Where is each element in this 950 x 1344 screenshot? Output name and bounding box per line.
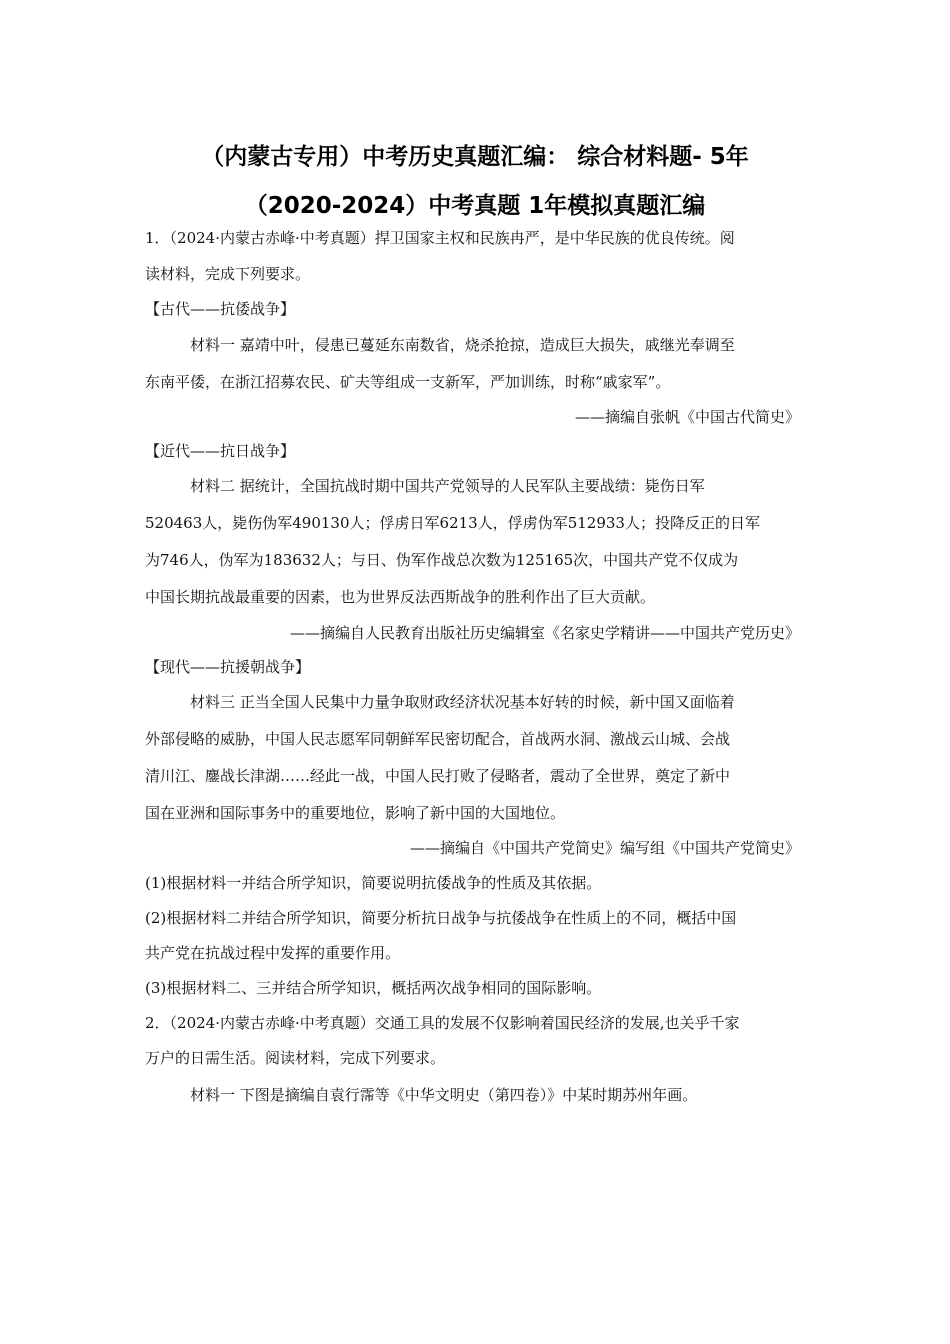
material-2-text-cont-3: 中国长期抗战最重要的因素，也为世界反法西斯战争的胜利作出了巨大贡献。 xyxy=(145,588,656,606)
material-1-text-cont: 东南平倭，在浙江招募农民、矿夫等组成一支新军，严加训练，时称“戚家军”。 xyxy=(145,373,671,391)
material-1-source: ——摘编自张帆《中国古代简史》 xyxy=(574,408,800,426)
material-3-text-cont-1: 外部侵略的威胁，中国人民志愿军同朝鲜军民密切配合，首战两水洞、激战云山城、会战 xyxy=(145,730,731,748)
material-3-source: ——摘编自《中国共产党简史》编写组《中国共产党简史》 xyxy=(409,839,800,857)
document-title-line-2: （2020-2024）中考真题 1年模拟真题汇编 xyxy=(244,193,706,219)
material-3-text-cont-2: 清川江、鏖战长津湖……经此一战，中国人民打败了侵略者，震动了全世界，奠定了新中 xyxy=(145,767,731,785)
material-3-text: 材料三 正当全国人民集中力量争取财政经济状况基本好转的时候，新中国又面临着 xyxy=(190,693,735,711)
question-2-material-1: 材料一 下图是摘编自袁行霈等《中华文明史（第四卷）》中某时期苏州年画。 xyxy=(190,1086,698,1104)
document-title-line-1: （内蒙古专用）中考历史真题汇编： 综合材料题- 5年 xyxy=(201,144,749,170)
material-2-text: 材料二 据统计，全国抗战时期中国共产党领导的人民军队主要战绩：毙伤日军 xyxy=(190,477,705,495)
sub-question-1: (1)根据材料一并结合所学知识，简要说明抗倭战争的性质及其依据。 xyxy=(145,874,602,892)
question-1-intro: 1．（2024·内蒙古赤峰·中考真题）捍卫国家主权和民族冉严，是中华民族的优良传统。阅 xyxy=(145,229,735,247)
section-heading-ancient: 【古代——抗倭战争】 xyxy=(145,300,296,318)
question-1-intro-cont: 读材料，完成下列要求。 xyxy=(145,265,311,283)
material-2-text-cont-1: 520463人，毙伤伪军490130人；俘虏日军6213人，俘虏伪军512933人；投降反正的日军 xyxy=(145,514,760,532)
section-heading-modern-anti-japanese: 【近代——抗日战争】 xyxy=(145,442,296,460)
question-2-intro-cont: 万户的日需生活。阅读材料，完成下列要求。 xyxy=(145,1049,446,1067)
sub-question-2-cont: 共产党在抗战过程中发挥的重要作用。 xyxy=(145,944,401,962)
sub-question-3: (3)根据材料二、三并结合所学知识，概括两次战争相同的国际影响。 xyxy=(145,979,602,997)
section-heading-contemporary: 【现代——抗援朝战争】 xyxy=(145,658,311,676)
material-2-text-cont-2: 为746人，伪军为183632人；与日、伪军作战总次数为125165次，中国共产党不仅成为 xyxy=(145,551,739,569)
material-2-source: ——摘编自人民教育出版社历史编辑室《名家史学精讲——中国共产党历史》 xyxy=(289,624,800,642)
question-2-intro: 2．（2024·内蒙古赤峰·中考真题）交通工具的发展不仅影响着国民经济的发展,也关乎千家 xyxy=(145,1014,740,1032)
material-1-text: 材料一 嘉靖中叶，侵患已蔓延东南数省，烧杀抢掠，造成巨大损失，戚继光奉调至 xyxy=(190,336,735,354)
sub-question-2: (2)根据材料二并结合所学知识，简要分析抗日战争与抗倭战争在性质上的不同，概括中国 xyxy=(145,909,737,927)
material-3-text-cont-3: 国在亚洲和国际事务中的重要地位，影响了新中国的大国地位。 xyxy=(145,804,566,822)
